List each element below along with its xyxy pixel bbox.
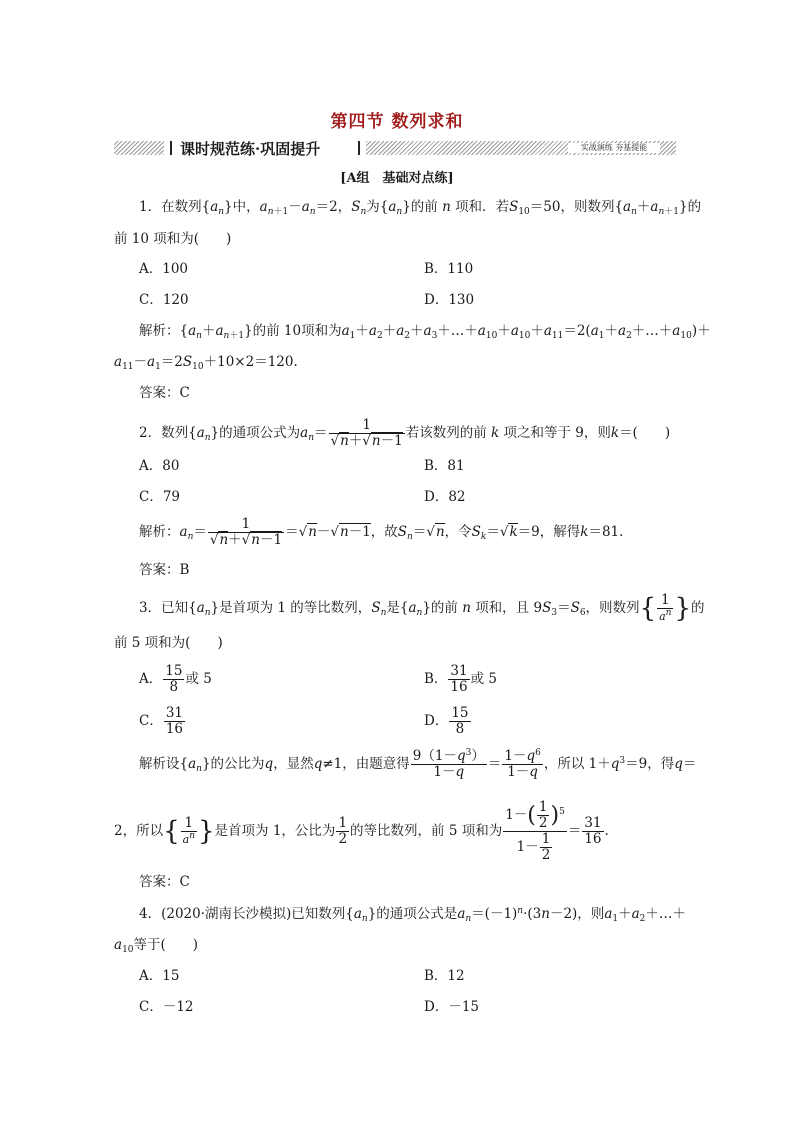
q3-option-a: A． $\frac{15}{8}$ 或 5 bbox=[139, 663, 212, 695]
q3-option-c: C． $\frac{31}{16}$ bbox=[139, 705, 184, 737]
q4-option-a: A．15 bbox=[139, 968, 180, 984]
q2-solution-fraction: $\frac{1}{√n+√n-1}$ bbox=[209, 516, 283, 548]
group-heading: [A组 基础对点练] bbox=[340, 171, 454, 186]
q4-option-d: D．－15 bbox=[424, 999, 480, 1015]
banner-title: 课时规范练·巩固提升 bbox=[180, 140, 321, 158]
q2-option-b: B．81 bbox=[424, 458, 465, 474]
q3-solution-line1: 解析设$\{a_n\}$的公比为q，显然q≠1，由题意得 $\frac{9(1-q^3)}{1-q}$ ＝ $\frac{1-q^6}{1-q}$ ，所以 $1+q^3=9$，得q＝ bbox=[139, 748, 697, 780]
q3-sum-fraction: 1－( $\frac{1}{2}$ )$^5$ 1－ $\frac{1}{2}$ bbox=[505, 799, 565, 863]
q2-stem: 2．数列$\{a_n\}$的通项公式为$a_n=$ $\frac{1}{√n+√n-1}$ 若该数列的前 k 项之和等于 9，则k＝( ) bbox=[139, 417, 671, 449]
q4-stem-line1: 4．(2020·湖南长沙模拟)已知数列$\{a_n\}$的通项公式是$a_n=(-1)^n\cdot(3n-2)$，则$a_1+a_2+\dots+$ bbox=[139, 906, 686, 924]
q1-stem-line2: 前 10 项和为( ) bbox=[114, 231, 232, 247]
q4-option-b: B．12 bbox=[424, 968, 465, 984]
q4-option-c: C．－12 bbox=[139, 999, 194, 1015]
q1-solution-line1: 解析：$\{a_n+a_{n+1}\}$的前 10项和为$a_1+a_2+a_2+a_3+\dots+a_{10}+a_{10}+a_{11}=2(a_1+a_2+\dots+a_{10})+$ bbox=[139, 323, 711, 341]
q3-option-b: B． $\frac{31}{16}$ 或 5 bbox=[424, 663, 497, 695]
q1-option-c: C．120 bbox=[139, 292, 189, 308]
q3-answer: 答案：C bbox=[139, 874, 190, 890]
q1-option-b: B．110 bbox=[424, 261, 474, 277]
section-title: 第四节 数列求和 bbox=[330, 112, 464, 132]
q4-stem-line2: $a_{10}$等于( ) bbox=[114, 937, 199, 955]
banner-subtitle: 实战演练 夯基提能 bbox=[568, 143, 660, 153]
q2-option-a: A．80 bbox=[139, 458, 180, 474]
q2-answer: 答案：B bbox=[139, 562, 190, 578]
section-banner bbox=[114, 140, 676, 158]
q2-option-c: C．79 bbox=[139, 489, 181, 505]
q2-option-d: D．82 bbox=[424, 489, 466, 505]
q3-solution-line2: 2，所以{ $\frac{1}{a^n}$ }是首项为 1，公比为 $\frac{1}{2}$ 的等比数列，前 5 项和为 1－( $\frac{1}{2}$ )$^5$ 1－ $\frac{1}{2}$ ＝ $\frac{31}{16}$ . bbox=[114, 799, 609, 863]
banner-hatch-left bbox=[114, 141, 164, 155]
q3-stem-line2: 前 5 项和为( ) bbox=[114, 635, 223, 651]
q3-option-d: D． $\frac{15}{8}$ bbox=[424, 705, 469, 737]
q1-solution-line2: $a_{11}-a_1=2S_{10}+10\times 2=120$. bbox=[114, 354, 298, 372]
q3-stem-line1: 3．已知$\{a_n\}$是首项为 1 的等比数列，$S_n$是$\{a_n\}$的前 n 项和，且 $9S_3=S_6$，则数列{ $\frac{1}{a^n}$ }的 bbox=[139, 592, 705, 624]
q2-solution: 解析：$a_n=$ $\frac{1}{√n+√n-1}$ ＝√n－√n－1，故$S_n=√n$，令$S_k=√k=9$，解得k＝81. bbox=[139, 516, 624, 548]
banner-bar-left bbox=[170, 141, 172, 155]
q1-option-d: D．130 bbox=[424, 292, 475, 308]
q2-fraction: $\frac{1}{√n+√n-1}$ bbox=[330, 417, 403, 449]
q1-stem-line1: 1．在数列$\{a_n\}$中，$a_{n+1}-a_n=2$，$S_n$为$\{a_n\}$的前 n 项和．若$S_{10}=50$，则数列$\{a_n+a_{n+1}\}$的 bbox=[139, 199, 702, 217]
q1-option-a: A．100 bbox=[139, 261, 189, 277]
banner-bar-right bbox=[358, 141, 360, 155]
q1-answer: 答案：C bbox=[139, 385, 190, 401]
